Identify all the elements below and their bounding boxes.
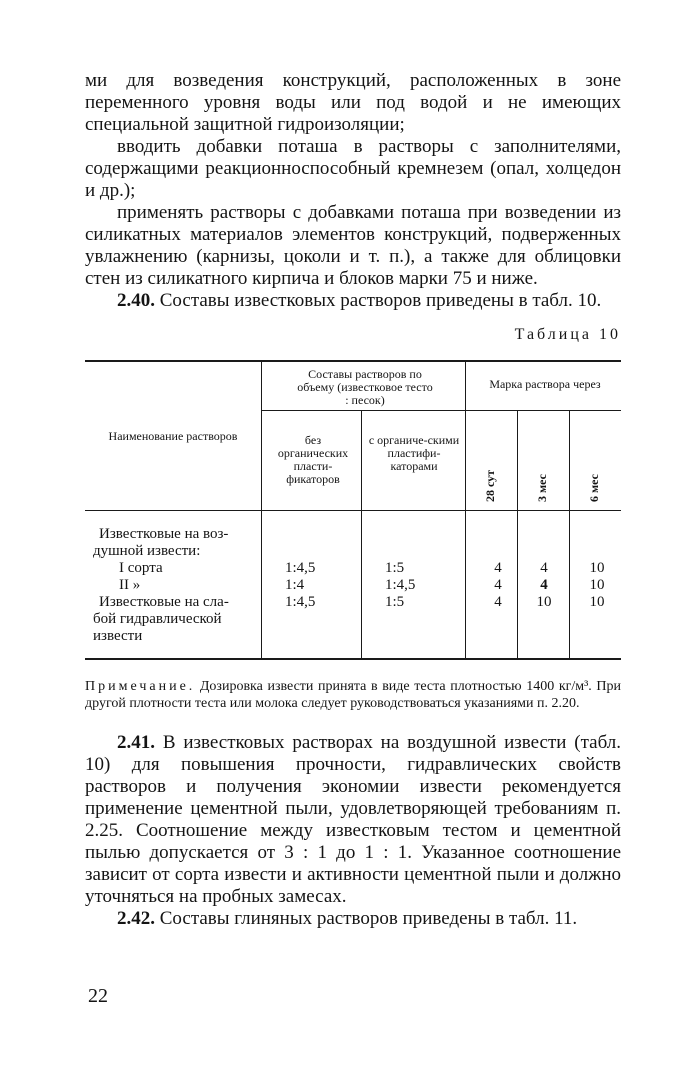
paragraph-potash-silicate: применять растворы с добавками поташа при возведении из силикатных материалов элементов конструкций, подверженных увлажнению (карнизы, цоколи и т. п.), а также для облицовки стен из силикатного кирпича и блоков марки 75 и ниже. — [85, 202, 621, 289]
table-vline-1 — [261, 360, 262, 658]
table-note — [85, 678, 621, 712]
table-title: Таблица 10 — [514, 326, 621, 343]
column-with-plasticizers — [385, 560, 455, 611]
subheader-28-days: 28 сут — [483, 469, 497, 502]
page-number: 22 — [88, 985, 108, 1007]
paragraph-continuation: ми для возведения конструкций, расположенных в зоне переменного уровня воды или под водой и не имеющих специальной защитной гидроизоляции; — [85, 70, 621, 135]
paragraph-potash-fillers: вводить добавки поташа в растворы с заполнителями, содержащими реакционноспособный кремнезем (опал, холцедон и др.); — [85, 136, 621, 201]
table-cell: 10 — [589, 560, 605, 576]
table-vline-2 — [361, 410, 362, 658]
note-label: Примечание. — [85, 679, 196, 694]
table-cell: 1:5 — [385, 560, 405, 576]
row-label: Известковые на сла- — [99, 594, 229, 610]
section-number-2-42: 2.42. — [117, 908, 155, 929]
table-cell: 4 — [540, 577, 548, 593]
row-label: душной извести: — [93, 543, 201, 559]
table-vline-3 — [465, 360, 466, 658]
subheader-with-plasticizers: с органиче-скими пластифи-каторами — [368, 433, 460, 473]
column-3-months — [529, 560, 559, 611]
header-composition: Составы растворов по объему (известковое тесто : песок) — [297, 367, 433, 407]
paragraph-2-41 — [85, 732, 621, 908]
table-cell: 1:4,5 — [285, 594, 316, 610]
table-cell: 1:4 — [285, 577, 305, 593]
subheader-3-months: 3 мес — [535, 474, 549, 502]
subheader-6-months: 6 мес — [587, 474, 601, 502]
paragraph-2-42 — [85, 908, 621, 930]
subheader-without-plasticizers: без органических пласти-фикаторов — [277, 433, 349, 486]
table-cell: 4 — [494, 594, 502, 610]
column-6-months — [581, 560, 613, 611]
note-text: Дозировка извести принята в виде теста плотностью 1400 кг/м³. При другой плотности теста или молока следует руководствоваться указаниями п. 2.20. — [85, 679, 622, 711]
paragraph-2-40 — [85, 290, 621, 312]
row-labels — [93, 526, 261, 645]
row-label: извести — [93, 628, 143, 644]
table-vline-5 — [569, 410, 570, 658]
row-label: I сорта — [119, 560, 163, 576]
table-cell: 4 — [494, 577, 502, 593]
table-top-rule — [85, 360, 621, 362]
table-header-rule — [85, 510, 621, 511]
table-10 — [85, 360, 621, 660]
row-label: Известковые на воз- — [99, 526, 229, 542]
table-vline-4 — [517, 410, 518, 658]
page-body — [85, 70, 621, 930]
section-text-2-42: Составы глиняных растворов приведены в табл. 11. — [159, 908, 578, 929]
table-cell: 1:4,5 — [385, 577, 416, 593]
table-cell: 4 — [494, 560, 502, 576]
section-number-2-41: 2.41. — [117, 732, 155, 753]
table-bottom-rule — [85, 658, 621, 660]
table-subhead-rule — [262, 410, 621, 411]
section-text-2-40: Составы известковых растворов приведены в табл. 10. — [159, 290, 602, 311]
table-cell: 10 — [589, 594, 605, 610]
row-label: бой гидравлической — [93, 611, 222, 627]
section-number-2-40: 2.40. — [117, 290, 155, 311]
table-cell: 1:4,5 — [285, 560, 316, 576]
header-grade: Марка раствора через — [489, 377, 601, 391]
table-cell: 4 — [540, 560, 548, 576]
column-28-days — [485, 560, 511, 611]
row-label: II » — [119, 577, 141, 593]
section-text-2-41: В известковых растворах на воздушной извести (табл. 10) для повышения прочности, гидравлических свойств растворов и получения экономии извести рекомендуется применение цементной пыли, удовлетворяющей требованиям п. 2.25. Соотношение между известковым тестом и цементной пылью допускается от 3 : 1 до 1 : 1. Указанное соотношение зависит от сорта извести и активности цементной пыли и должно уточняться на пробных замесах. — [85, 732, 621, 907]
header-name: Наименование растворов — [108, 429, 238, 443]
table-cell: 1:5 — [385, 594, 405, 610]
table-cell: 10 — [589, 577, 605, 593]
table-cell: 10 — [536, 594, 552, 610]
column-without-plasticizers — [285, 560, 355, 611]
